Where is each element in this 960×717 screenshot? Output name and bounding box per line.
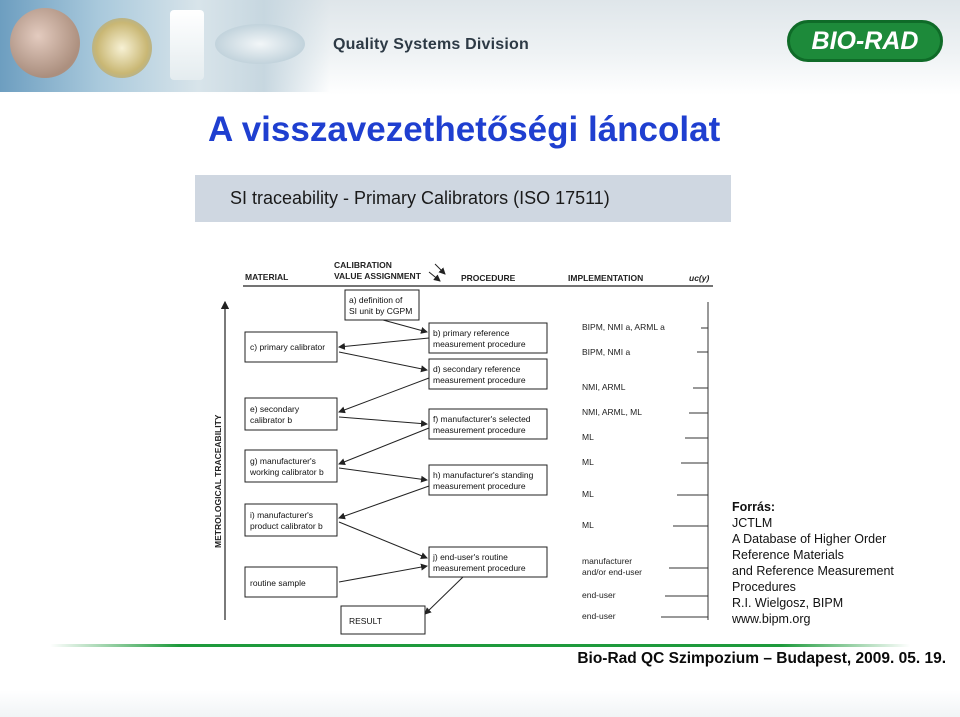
source-line: and Reference Measurement (732, 564, 894, 578)
bio-rad-logo: BIO-RAD (787, 20, 943, 62)
source-url: www.bipm.org (732, 612, 811, 626)
impl-3: NMI, ARML, ML (582, 407, 642, 417)
petri-dish-image (92, 18, 152, 78)
box-j-text-2: measurement procedure (433, 563, 526, 573)
box-d-text-1: d) secondary reference (433, 364, 521, 374)
impl-11: end-user (582, 611, 616, 621)
impl-5: ML (582, 457, 594, 467)
box-a-text-1: a) definition of (349, 295, 403, 305)
box-f-text-2: measurement procedure (433, 425, 526, 435)
impl-1: BIPM, NMI a (582, 347, 631, 357)
source-line: A Database of Higher Order (732, 532, 887, 546)
source-label: Forrás: (732, 500, 776, 514)
col-uncertainty: uc(y) (689, 273, 710, 283)
box-j-text-1: j) end-user's routine (433, 552, 508, 562)
slide-title: A visszavezethetőségi láncolat (208, 110, 721, 149)
col-material: MATERIAL (245, 272, 289, 282)
impl-4: ML (582, 432, 594, 442)
source-line: Reference Materials (732, 548, 844, 562)
box-g (245, 450, 337, 482)
footer-divider (50, 644, 910, 647)
box-g-text-1: g) manufacturer's (250, 456, 316, 466)
footer-text: Bio-Rad QC Szimpozium – Budapest, 2009. 05. 19. (577, 650, 946, 667)
box-routine-text: routine sample (250, 578, 306, 588)
metrological-traceability-label: METROLOGICAL TRACEABILITY (213, 414, 223, 548)
impl-10: end-user (582, 590, 616, 600)
lab-sample-image (215, 24, 305, 64)
impl-9: and/or end-user (582, 567, 643, 577)
box-b-text-1: b) primary reference (433, 328, 510, 338)
source-line: Procedures (732, 580, 796, 594)
box-b-text-2: measurement procedure (433, 339, 526, 349)
traceability-diagram (203, 250, 723, 640)
col-procedure: PROCEDURE (461, 273, 516, 283)
impl-6: ML (582, 489, 594, 499)
col-calibration-1: CALIBRATION (334, 260, 392, 270)
col-implementation: IMPLEMENTATION (568, 273, 644, 283)
test-tube-image (170, 10, 204, 80)
box-e-text-2: calibrator b (250, 415, 293, 425)
impl-2: NMI, ARML (582, 382, 626, 392)
impl-0: BIPM, NMI a, ARML a (582, 322, 665, 332)
box-h-text-1: h) manufacturer's standing (433, 470, 534, 480)
impl-8: manufacturer (582, 556, 633, 566)
scientist-image (10, 8, 80, 78)
figure-banner: SI traceability - Primary Calibrators (ISO 17511) (195, 175, 731, 222)
uncertainty-scale (661, 302, 708, 620)
source-line: R.I. Wielgosz, BIPM (732, 596, 844, 610)
col-calibration-2: VALUE ASSIGNMENT (334, 271, 421, 281)
division-name: Quality Systems Division (333, 36, 529, 53)
box-a-text-2: SI unit by CGPM (349, 306, 413, 316)
box-c-text: c) primary calibrator (250, 342, 326, 352)
box-g-text-2: working calibrator b (250, 467, 324, 477)
source-line: JCTLM (732, 516, 773, 530)
box-d-text-2: measurement procedure (433, 375, 526, 385)
box-i-text-1: i) manufacturer's (250, 510, 314, 520)
box-e-text-1: e) secondary (250, 404, 300, 414)
implementation-column (582, 322, 665, 621)
impl-7: ML (582, 520, 594, 530)
box-i-text-2: product calibrator b (250, 521, 323, 531)
box-result-text: RESULT (349, 616, 382, 626)
box-i (245, 504, 337, 536)
footer-background (0, 690, 960, 717)
box-e (245, 398, 337, 430)
box-h-text-2: measurement procedure (433, 481, 526, 491)
source-citation (732, 499, 952, 627)
box-f-text-1: f) manufacturer's selected (433, 414, 531, 424)
header-photo-collage (0, 0, 330, 92)
